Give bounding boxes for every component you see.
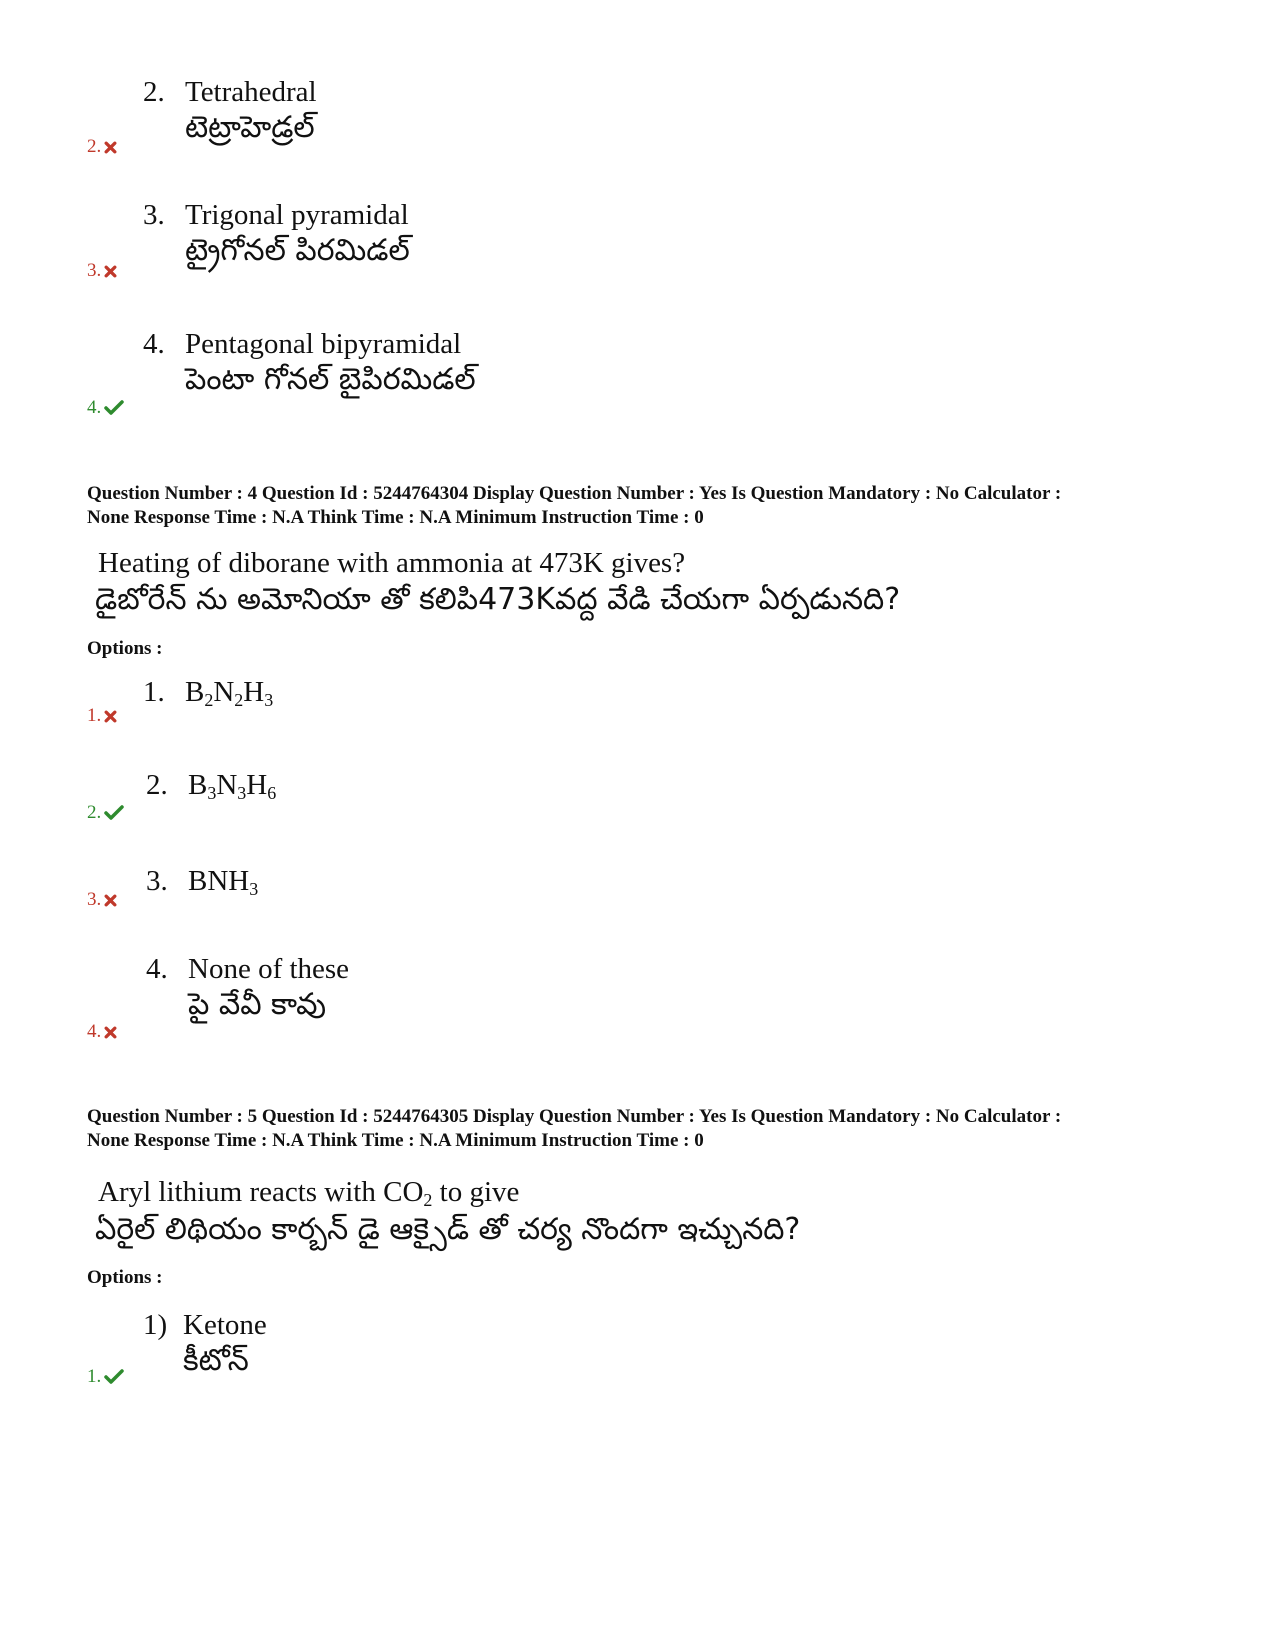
option-text-te: ట్రైగోనల్ పిరమిడల్ — [185, 233, 410, 268]
option-number: 3. — [143, 199, 165, 231]
correct-marker: 2. — [87, 802, 124, 824]
wrong-marker: 3. — [87, 889, 117, 911]
option-text-en: Tetrahedral — [185, 76, 317, 108]
option-number: 2. — [143, 76, 165, 108]
check-icon — [104, 1369, 124, 1385]
question-meta: Question Number : 4 Question Id : 5244764304 Display Question Number : Yes Is Question Mandatory : No Calculator : None Response Time : N.A Think Time : N.A Minimum Instruction Time : 0 — [87, 483, 1062, 528]
wrong-marker: 4. — [87, 1021, 117, 1043]
option-number: 2. — [146, 769, 168, 801]
correct-marker: 1. — [87, 1366, 124, 1388]
check-icon — [104, 400, 124, 416]
option-text-en: Pentagonal bipyramidal — [185, 328, 462, 360]
question-text-te: డైబోరేన్ ను అమోనియా తో కలిపి473Kవద్ద వేడి చేయగా ఏర్పడునది? — [95, 582, 901, 617]
correct-marker: 4. — [87, 397, 124, 419]
question-text-en: Aryl lithium reacts with $CO_2$ to give — [98, 1176, 520, 1211]
cross-icon — [104, 141, 117, 154]
question-meta: Question Number : 5 Question Id : 5244764305 Display Question Number : Yes Is Question Mandatory : No Calculator : None Response Time : N.A Think Time : N.A Minimum Instruction Time : 0 — [87, 1106, 1062, 1151]
wrong-marker: 1. — [87, 705, 117, 727]
option-formula: $B_3N_3H_6$ — [188, 769, 277, 804]
option-text-en: Ketone — [183, 1309, 267, 1341]
option-formula: $B_2N_2H_3$ — [185, 676, 274, 711]
option-text-te: కీటోన్ — [183, 1343, 249, 1378]
option-text-en: None of these — [188, 953, 350, 985]
check-icon — [104, 805, 124, 821]
cross-icon — [104, 265, 117, 278]
wrong-marker: 2. — [87, 136, 117, 158]
option-text-te: పెంటా గోనల్ బైపిరమిడల్ — [185, 362, 476, 397]
option-number: 1. — [143, 676, 165, 708]
cross-icon — [104, 894, 117, 907]
option-text-en: Trigonal pyramidal — [185, 199, 409, 231]
q4-option-1 — [143, 674, 273, 710]
cross-icon — [104, 1026, 117, 1039]
q4-option-2 — [146, 767, 276, 803]
option-number: 3. — [146, 865, 168, 897]
cross-icon — [104, 710, 117, 723]
option-number: 1) — [143, 1309, 168, 1341]
q5-option-1 — [143, 1307, 267, 1343]
option-number: 4. — [143, 328, 165, 360]
options-label: Options : — [87, 1267, 163, 1288]
question-text-te: ఏరైల్ లిథియం కార్బన్ డై ఆక్సైడ్ తో చర్య నొందగా ఇచ్చునది? — [95, 1212, 801, 1247]
question-text-en: Heating of diborane with ammonia at 473K gives? — [98, 547, 686, 579]
option-formula: $BNH_3$ — [188, 865, 259, 900]
option-number: 4. — [146, 953, 168, 985]
q4-option-3 — [146, 863, 258, 899]
options-label: Options : — [87, 638, 163, 659]
wrong-marker: 3. — [87, 260, 117, 282]
q4-option-4 — [146, 951, 349, 987]
option-text-te: పై వేవీ కావు — [188, 987, 327, 1022]
option-text-te: టెట్రాహెడ్రల్ — [185, 110, 315, 145]
